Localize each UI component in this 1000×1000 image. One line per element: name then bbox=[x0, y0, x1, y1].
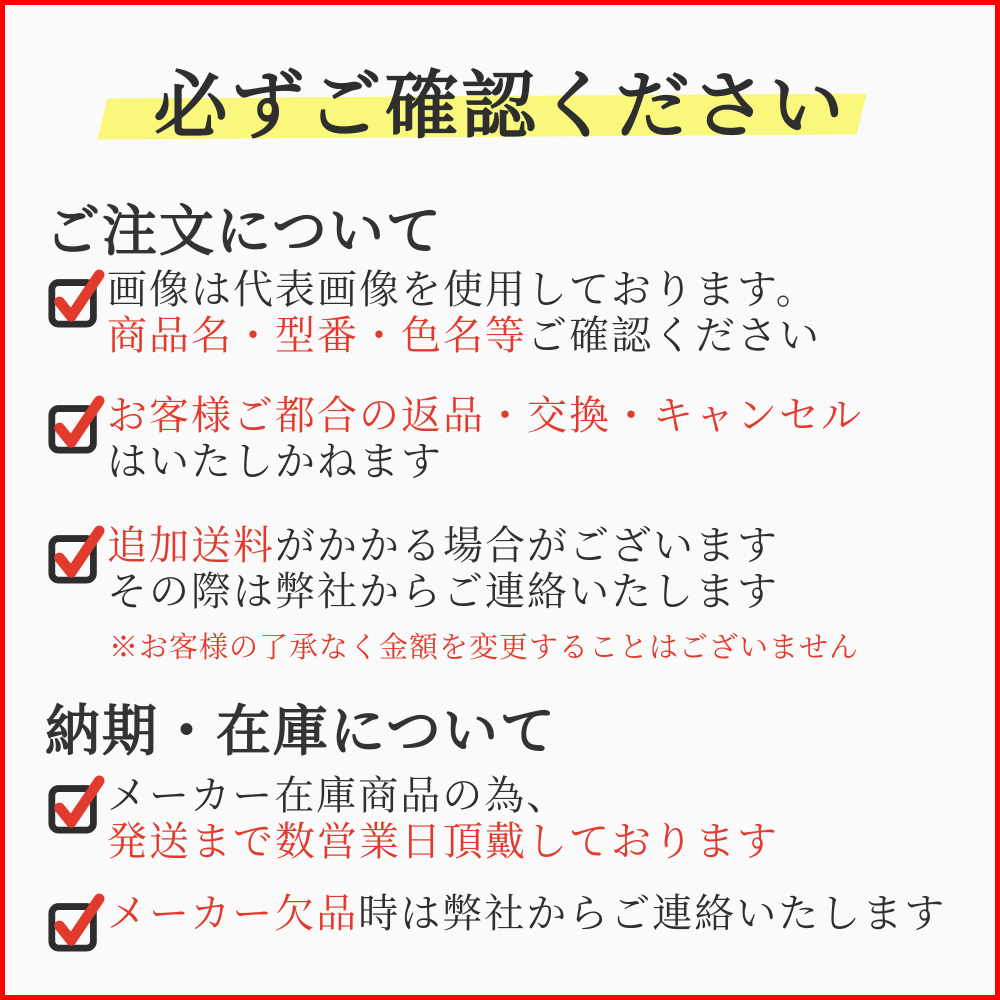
item-text-black: その際は弊社からご連絡いたします bbox=[107, 569, 779, 614]
notice-item-maker-stock bbox=[47, 773, 779, 865]
checked-checkbox-icon bbox=[47, 525, 105, 585]
item-text bbox=[107, 393, 863, 485]
section-heading-order: ご注文について bbox=[45, 201, 443, 262]
checked-checkbox-icon bbox=[47, 893, 105, 953]
item-text-red: メーカー欠品 bbox=[107, 891, 359, 936]
notice-item-no-returns bbox=[47, 393, 863, 485]
item-line bbox=[107, 267, 821, 313]
item-line bbox=[107, 439, 863, 485]
item-line bbox=[107, 393, 863, 439]
item-text-black: メーカー在庫商品の為、 bbox=[107, 773, 569, 818]
page-title bbox=[5, 47, 995, 153]
item-text-black: ご確認ください bbox=[527, 313, 821, 358]
item-text-black: 画像は代表画像を使用しております。 bbox=[107, 267, 818, 312]
notice-item-maker-shortage bbox=[47, 891, 946, 953]
item-text-red: 商品名・型番・色名等 bbox=[107, 313, 527, 358]
item-text bbox=[107, 523, 859, 665]
item-note: ※お客様の了承なく金額を変更することはございません bbox=[109, 632, 860, 664]
item-text-black: はいたしかねます bbox=[107, 439, 443, 484]
section-heading-delivery: 納期・在庫について bbox=[45, 701, 557, 762]
item-line bbox=[107, 523, 859, 569]
item-text-red: 発送まで数営業日頂戴しております bbox=[107, 819, 779, 864]
item-text-black: 時は弊社からご連絡いたします bbox=[358, 891, 947, 936]
checked-checkbox-icon bbox=[47, 395, 105, 455]
page-title-text: 必ずご確認ください bbox=[153, 66, 847, 148]
item-text bbox=[107, 891, 946, 937]
item-text bbox=[107, 773, 779, 865]
item-text-black: がかかる場合がございます bbox=[275, 523, 779, 568]
item-line bbox=[107, 891, 946, 937]
item-line bbox=[107, 819, 779, 865]
notice-item-extra-shipping bbox=[47, 523, 859, 665]
item-line bbox=[107, 313, 821, 359]
item-text-red: 追加送料 bbox=[107, 523, 275, 568]
item-text-red: お客様ご都合の返品・交換・キャンセル bbox=[107, 393, 863, 438]
item-line bbox=[107, 569, 859, 615]
notice-item-representative-image bbox=[47, 267, 821, 359]
item-line bbox=[107, 773, 779, 819]
checked-checkbox-icon bbox=[47, 269, 105, 329]
item-text bbox=[107, 267, 821, 359]
checked-checkbox-icon bbox=[47, 775, 105, 835]
